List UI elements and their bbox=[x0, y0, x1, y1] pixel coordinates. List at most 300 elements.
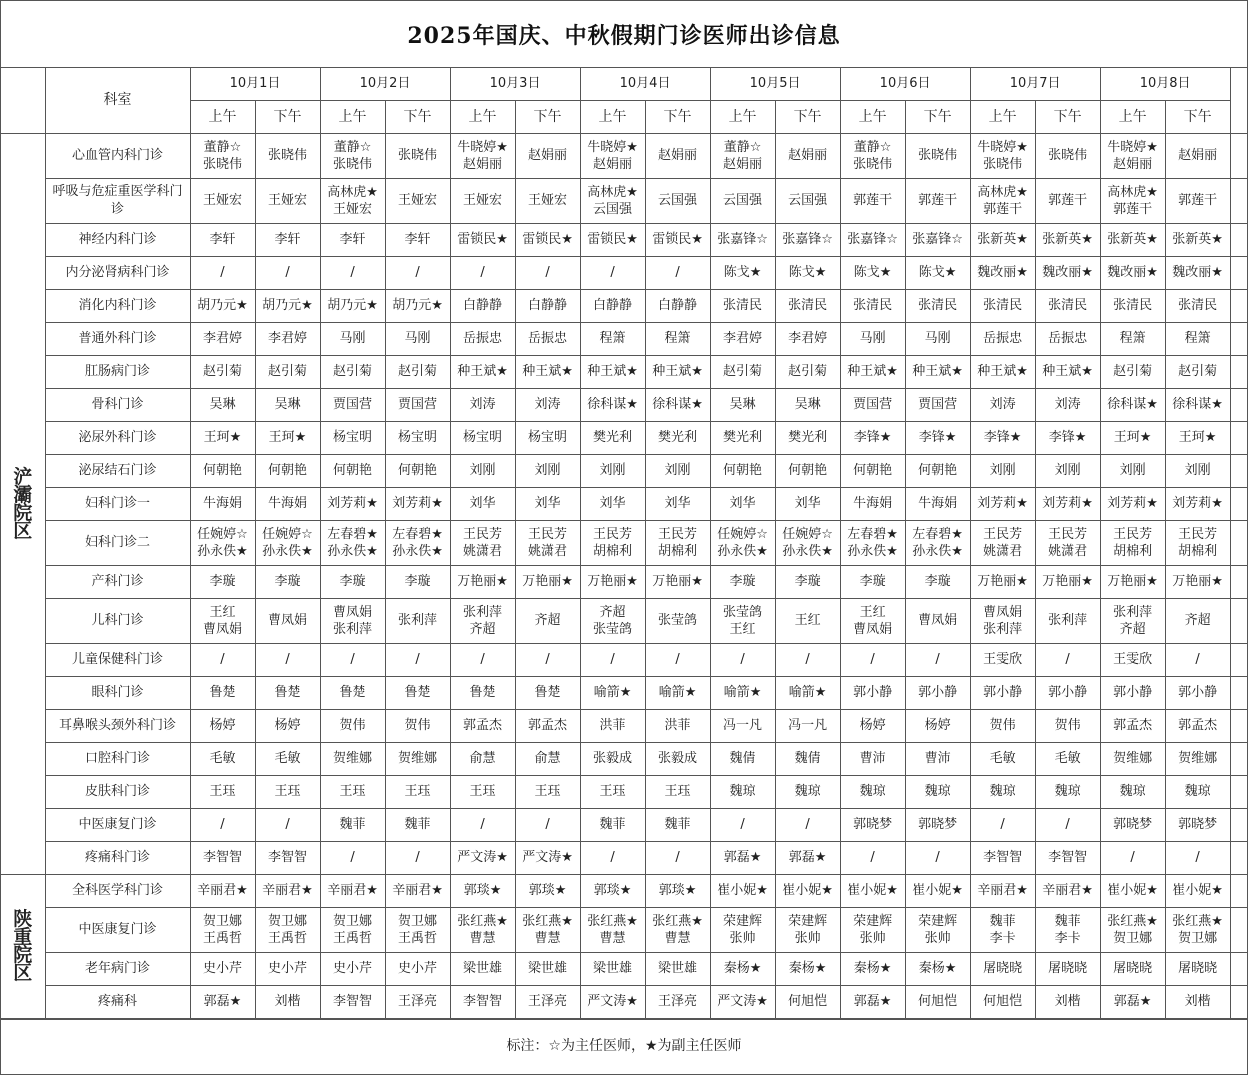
department-name: 产科门诊 bbox=[45, 565, 190, 598]
doctor-cell bbox=[1100, 808, 1165, 841]
doctor-name: 万艳丽★ bbox=[587, 574, 638, 589]
table-row bbox=[1, 841, 1247, 874]
doctor-name: 孙永佚★ bbox=[392, 543, 443, 559]
doctor-cell bbox=[515, 742, 580, 775]
doctor-name: 张清民 bbox=[983, 298, 1023, 313]
doctor-name: 荣建辉 bbox=[918, 913, 958, 929]
doctor-name: 云国强 bbox=[788, 193, 828, 208]
doctor-cell bbox=[450, 454, 515, 487]
doctor-cell bbox=[450, 289, 515, 322]
doctor-name: 杨宝明 bbox=[528, 430, 568, 445]
doctor-name: 赵娟丽 bbox=[788, 148, 828, 163]
doctor-name: 胡乃元★ bbox=[197, 298, 248, 313]
table-row bbox=[1, 808, 1247, 841]
doctor-name: 史小芹 bbox=[268, 961, 308, 976]
doctor-name: 张利萍 bbox=[398, 613, 438, 628]
doctor-cell bbox=[1035, 355, 1100, 388]
doctor-cell bbox=[645, 133, 710, 178]
doctor-name: 程箫 bbox=[1119, 331, 1146, 346]
doctor-cell bbox=[515, 907, 580, 952]
doctor-cell bbox=[1035, 133, 1100, 178]
department-name: 妇科门诊二 bbox=[45, 520, 190, 565]
doctor-name: / bbox=[675, 652, 680, 667]
pm-header: 下午 bbox=[255, 100, 320, 133]
schedule-table bbox=[1, 68, 1247, 1019]
doctor-name: 董静☆ bbox=[853, 139, 892, 155]
doctor-cell bbox=[645, 565, 710, 598]
doctor-cell bbox=[1035, 178, 1100, 223]
doctor-cell bbox=[1100, 709, 1165, 742]
doctor-cell bbox=[320, 643, 385, 676]
doctor-name: 严文涛★ bbox=[522, 850, 573, 865]
doctor-cell bbox=[1100, 874, 1165, 907]
doctor-cell bbox=[320, 178, 385, 223]
doctor-name: / bbox=[1065, 817, 1070, 832]
doctor-cell bbox=[1100, 565, 1165, 598]
doctor-name: / bbox=[1195, 850, 1200, 865]
doctor-cell bbox=[645, 256, 710, 289]
doctor-name: / bbox=[740, 817, 745, 832]
doctor-cell bbox=[580, 355, 645, 388]
table-row bbox=[1, 388, 1247, 421]
doctor-name: 王民芳 bbox=[528, 526, 568, 542]
department-name: 口腔科门诊 bbox=[45, 742, 190, 775]
doctor-name: 刘刚 bbox=[469, 463, 496, 478]
doctor-name: 张利萍 bbox=[463, 604, 503, 620]
doctor-name: 刘刚 bbox=[1054, 463, 1081, 478]
doctor-name: 樊光利 bbox=[593, 430, 633, 445]
doctor-name: 赵娟丽 bbox=[1178, 148, 1218, 163]
doctor-cell bbox=[970, 841, 1035, 874]
doctor-cell bbox=[840, 676, 905, 709]
doctor-name: 魏改丽★ bbox=[977, 265, 1028, 280]
doctor-name: 曹凤娟 bbox=[918, 613, 958, 628]
doctor-cell bbox=[450, 520, 515, 565]
doctor-cell bbox=[190, 907, 255, 952]
doctor-cell bbox=[710, 709, 775, 742]
spacer-cell bbox=[1230, 907, 1247, 952]
doctor-name: 喻箭★ bbox=[593, 685, 632, 700]
doctor-cell bbox=[840, 388, 905, 421]
doctor-name: 胡乃元★ bbox=[262, 298, 313, 313]
doctor-name: 王禹哲 bbox=[268, 930, 308, 946]
doctor-cell bbox=[840, 709, 905, 742]
doctor-name: 种王斌★ bbox=[1042, 364, 1093, 379]
doctor-name: 何朝艳 bbox=[918, 463, 958, 478]
doctor-name: 魏琼 bbox=[1184, 784, 1211, 799]
doctor-cell bbox=[515, 454, 580, 487]
doctor-name: 万艳丽★ bbox=[1107, 574, 1158, 589]
doctor-name: 李轩 bbox=[404, 232, 431, 247]
doctor-name: 张清民 bbox=[1048, 298, 1088, 313]
doctor-cell bbox=[450, 907, 515, 952]
doctor-name: 牛海娟 bbox=[853, 496, 893, 511]
doctor-name: 牛晓婷★ bbox=[457, 139, 508, 155]
doctor-cell bbox=[970, 520, 1035, 565]
doctor-name: 辛丽君★ bbox=[977, 883, 1028, 898]
doctor-cell bbox=[645, 841, 710, 874]
doctor-cell bbox=[515, 388, 580, 421]
doctor-cell bbox=[1035, 388, 1100, 421]
doctor-name: 何朝艳 bbox=[853, 463, 893, 478]
doctor-cell bbox=[320, 808, 385, 841]
doctor-cell bbox=[1165, 874, 1230, 907]
doctor-cell bbox=[710, 952, 775, 985]
doctor-name: 左春碧★ bbox=[847, 526, 898, 542]
doctor-cell bbox=[970, 421, 1035, 454]
doctor-name: 鲁楚 bbox=[339, 685, 366, 700]
doctor-name: 赵娟丽 bbox=[593, 156, 633, 172]
doctor-cell bbox=[1035, 223, 1100, 256]
doctor-cell bbox=[450, 565, 515, 598]
doctor-cell bbox=[385, 952, 450, 985]
doctor-name: 曹沛 bbox=[859, 751, 886, 766]
doctor-cell bbox=[1165, 355, 1230, 388]
doctor-cell bbox=[1165, 676, 1230, 709]
doctor-name: 张新英★ bbox=[1107, 232, 1158, 247]
date-header: 10月7日 bbox=[970, 68, 1100, 100]
doctor-cell bbox=[580, 289, 645, 322]
doctor-cell bbox=[450, 841, 515, 874]
doctor-name: 郭小静 bbox=[918, 685, 958, 700]
doctor-name: 魏菲 bbox=[404, 817, 431, 832]
doctor-cell bbox=[710, 841, 775, 874]
doctor-cell bbox=[515, 289, 580, 322]
doctor-name: 屠晓晓 bbox=[1178, 961, 1218, 976]
doctor-name: 魏改丽★ bbox=[1172, 265, 1223, 280]
doctor-name: 毛敏 bbox=[274, 751, 301, 766]
legend-note: 标注：☆为主任医师，★为副主任医师 bbox=[1, 1019, 1247, 1070]
doctor-cell bbox=[905, 907, 970, 952]
doctor-name: 张莹鸽 bbox=[658, 613, 698, 628]
pm-header: 下午 bbox=[1165, 100, 1230, 133]
date-header: 10月3日 bbox=[450, 68, 580, 100]
doctor-cell bbox=[840, 223, 905, 256]
region-label: 浐 灞 院 区 bbox=[1, 133, 45, 874]
doctor-name: 郭磊★ bbox=[1113, 994, 1152, 1009]
doctor-cell bbox=[1035, 421, 1100, 454]
doctor-name: 郭莲干 bbox=[918, 193, 958, 208]
doctor-cell bbox=[320, 952, 385, 985]
doctor-name: 王雯欣 bbox=[1113, 652, 1153, 667]
doctor-cell bbox=[970, 907, 1035, 952]
dept-column-header: 科室 bbox=[45, 68, 190, 133]
doctor-cell bbox=[190, 388, 255, 421]
doctor-cell bbox=[645, 907, 710, 952]
doctor-name: 王娅宏 bbox=[333, 201, 373, 217]
doctor-name: 孙永佚★ bbox=[197, 543, 248, 559]
doctor-name: 万艳丽★ bbox=[522, 574, 573, 589]
doctor-cell bbox=[905, 565, 970, 598]
table-row bbox=[1, 598, 1247, 643]
doctor-name: 姚潇君 bbox=[983, 543, 1023, 559]
doctor-name: 任婉婷☆ bbox=[717, 526, 768, 542]
doctor-name: 崔小妮★ bbox=[1107, 883, 1158, 898]
table-row bbox=[1, 454, 1247, 487]
doctor-name: 张嘉锋☆ bbox=[717, 232, 768, 247]
doctor-name: 杨婷 bbox=[274, 718, 301, 733]
doctor-cell bbox=[775, 454, 840, 487]
doctor-cell bbox=[1100, 841, 1165, 874]
doctor-cell bbox=[580, 952, 645, 985]
doctor-cell bbox=[970, 565, 1035, 598]
doctor-cell bbox=[1100, 421, 1165, 454]
doctor-name: / bbox=[285, 817, 290, 832]
doctor-name: 张晓伟 bbox=[1048, 148, 1088, 163]
pm-header: 下午 bbox=[775, 100, 840, 133]
doctor-name: 曹凤娟 bbox=[202, 621, 242, 637]
doctor-name: 曹慧 bbox=[599, 930, 626, 946]
doctor-cell bbox=[1100, 388, 1165, 421]
doctor-cell bbox=[710, 565, 775, 598]
doctor-cell bbox=[385, 223, 450, 256]
department-name: 妇科门诊一 bbox=[45, 487, 190, 520]
doctor-name: 马刚 bbox=[859, 331, 886, 346]
doctor-name: 赵娟丽 bbox=[658, 148, 698, 163]
doctor-name: 李智智 bbox=[463, 994, 503, 1009]
doctor-name: 徐科谋★ bbox=[587, 397, 638, 412]
doctor-cell bbox=[385, 808, 450, 841]
doctor-name: 鲁楚 bbox=[274, 685, 301, 700]
doctor-name: 马刚 bbox=[404, 331, 431, 346]
doctor-name: 陈戈★ bbox=[853, 265, 892, 280]
doctor-cell bbox=[515, 487, 580, 520]
doctor-name: / bbox=[1130, 850, 1135, 865]
department-name: 眼科门诊 bbox=[45, 676, 190, 709]
doctor-cell bbox=[385, 487, 450, 520]
spacer-cell bbox=[1230, 775, 1247, 808]
doctor-name: 樊光利 bbox=[658, 430, 698, 445]
doctor-name: / bbox=[1000, 817, 1005, 832]
doctor-cell bbox=[385, 178, 450, 223]
doctor-cell bbox=[190, 874, 255, 907]
doctor-cell bbox=[580, 256, 645, 289]
doctor-name: 高林虎★ bbox=[1107, 184, 1158, 200]
department-name: 消化内科门诊 bbox=[45, 289, 190, 322]
doctor-cell bbox=[775, 808, 840, 841]
date-header: 10月4日 bbox=[580, 68, 710, 100]
doctor-name: 郭小静 bbox=[1048, 685, 1088, 700]
doctor-cell bbox=[190, 256, 255, 289]
spacer-cell bbox=[1230, 808, 1247, 841]
doctor-cell bbox=[645, 487, 710, 520]
doctor-name: 魏倩 bbox=[729, 751, 756, 766]
doctor-cell bbox=[1035, 643, 1100, 676]
doctor-cell bbox=[1100, 907, 1165, 952]
doctor-name: 曹慧 bbox=[534, 930, 561, 946]
doctor-name: 张清民 bbox=[1178, 298, 1218, 313]
doctor-cell bbox=[775, 952, 840, 985]
doctor-name: 张新英★ bbox=[977, 232, 1028, 247]
doctor-cell bbox=[905, 421, 970, 454]
doctor-cell bbox=[970, 454, 1035, 487]
doctor-name: 崔小妮★ bbox=[1172, 883, 1223, 898]
doctor-name: 魏改丽★ bbox=[1107, 265, 1158, 280]
doctor-name: 陈戈★ bbox=[723, 265, 762, 280]
am-header: 上午 bbox=[580, 100, 645, 133]
doctor-name: 何旭恺 bbox=[918, 994, 958, 1009]
doctor-name: 张新英★ bbox=[1172, 232, 1223, 247]
doctor-cell bbox=[190, 775, 255, 808]
doctor-name: 王珏 bbox=[404, 784, 431, 799]
doctor-name: 胡棉利 bbox=[658, 543, 698, 559]
doctor-name: 张晓伟 bbox=[202, 156, 242, 172]
doctor-name: 秦杨★ bbox=[918, 961, 957, 976]
doctor-cell bbox=[775, 223, 840, 256]
doctor-cell bbox=[1035, 676, 1100, 709]
doctor-cell bbox=[255, 985, 320, 1018]
doctor-cell bbox=[580, 133, 645, 178]
doctor-name: 刘楷 bbox=[274, 994, 301, 1009]
doctor-name: 杨宝明 bbox=[333, 430, 373, 445]
doctor-name: 樊光利 bbox=[723, 430, 763, 445]
doctor-cell bbox=[970, 487, 1035, 520]
doctor-name: 种王斌★ bbox=[977, 364, 1028, 379]
doctor-cell bbox=[905, 808, 970, 841]
doctor-cell bbox=[1035, 874, 1100, 907]
doctor-name: 李锋★ bbox=[1048, 430, 1087, 445]
pm-header: 下午 bbox=[385, 100, 450, 133]
doctor-cell bbox=[1100, 322, 1165, 355]
doctor-cell bbox=[1165, 907, 1230, 952]
doctor-cell bbox=[1035, 709, 1100, 742]
doctor-name: 俞慧 bbox=[469, 751, 496, 766]
doctor-name: 张利萍 bbox=[333, 621, 373, 637]
doctor-name: 刘楷 bbox=[1184, 994, 1211, 1009]
doctor-cell bbox=[580, 907, 645, 952]
doctor-name: 王民芳 bbox=[1048, 526, 1088, 542]
doctor-name: 孙永佚★ bbox=[782, 543, 833, 559]
doctor-name: 郭琰★ bbox=[658, 883, 697, 898]
doctor-cell bbox=[320, 256, 385, 289]
doctor-cell bbox=[905, 952, 970, 985]
doctor-cell bbox=[515, 598, 580, 643]
department-name: 老年病门诊 bbox=[45, 952, 190, 985]
doctor-name: 张毅成 bbox=[658, 751, 698, 766]
doctor-cell bbox=[970, 874, 1035, 907]
doctor-name: 李卡 bbox=[989, 930, 1016, 946]
doctor-name: 赵娟丽 bbox=[463, 156, 503, 172]
doctor-cell bbox=[905, 643, 970, 676]
table-row bbox=[1, 421, 1247, 454]
doctor-cell bbox=[320, 742, 385, 775]
doctor-cell bbox=[1165, 223, 1230, 256]
doctor-name: 吴琳 bbox=[729, 397, 756, 412]
department-name: 儿童保健科门诊 bbox=[45, 643, 190, 676]
doctor-cell bbox=[255, 952, 320, 985]
doctor-cell bbox=[1165, 598, 1230, 643]
doctor-name: 魏琼 bbox=[729, 784, 756, 799]
am-header: 上午 bbox=[710, 100, 775, 133]
doctor-name: 王民芳 bbox=[1113, 526, 1153, 542]
doctor-cell bbox=[1035, 985, 1100, 1018]
doctor-cell bbox=[385, 676, 450, 709]
doctor-cell bbox=[710, 289, 775, 322]
doctor-name: 郭孟杰 bbox=[528, 718, 568, 733]
doctor-cell bbox=[710, 256, 775, 289]
doctor-name: 杨宝明 bbox=[463, 430, 503, 445]
department-name: 肛肠病门诊 bbox=[45, 355, 190, 388]
doctor-cell bbox=[320, 874, 385, 907]
doctor-cell bbox=[1100, 676, 1165, 709]
doctor-name: 王雯欣 bbox=[983, 652, 1023, 667]
spacer-cell bbox=[1230, 133, 1247, 178]
doctor-cell bbox=[1165, 421, 1230, 454]
doctor-name: 雷锁民★ bbox=[457, 232, 508, 247]
doctor-name: 洪菲 bbox=[664, 718, 691, 733]
table-row bbox=[1, 874, 1247, 907]
doctor-cell bbox=[840, 256, 905, 289]
doctor-name: 张毅成 bbox=[593, 751, 633, 766]
doctor-name: 贺维娜 bbox=[333, 751, 373, 766]
doctor-name: 王禹哲 bbox=[398, 930, 438, 946]
doctor-name: 曹凤娟 bbox=[333, 604, 373, 620]
doctor-name: 严文涛★ bbox=[717, 994, 768, 1009]
department-name: 普通外科门诊 bbox=[45, 322, 190, 355]
doctor-name: / bbox=[480, 265, 485, 280]
doctor-name: 毛敏 bbox=[209, 751, 236, 766]
doctor-name: 赵引菊 bbox=[1178, 364, 1218, 379]
doctor-cell bbox=[775, 355, 840, 388]
table-row bbox=[1, 520, 1247, 565]
doctor-cell bbox=[580, 565, 645, 598]
doctor-cell bbox=[1100, 598, 1165, 643]
doctor-cell bbox=[840, 985, 905, 1018]
doctor-name: 张晓伟 bbox=[918, 148, 958, 163]
doctor-name: 王珏 bbox=[274, 784, 301, 799]
doctor-cell bbox=[385, 322, 450, 355]
table-row bbox=[1, 952, 1247, 985]
doctor-name: 屠晓晓 bbox=[1048, 961, 1088, 976]
doctor-name: 屠晓晓 bbox=[983, 961, 1023, 976]
doctor-cell bbox=[1035, 256, 1100, 289]
doctor-name: 李璇 bbox=[209, 574, 236, 589]
doctor-name: 屠晓晓 bbox=[1113, 961, 1153, 976]
doctor-cell bbox=[255, 388, 320, 421]
table-row bbox=[1, 487, 1247, 520]
doctor-cell bbox=[320, 709, 385, 742]
doctor-cell bbox=[515, 775, 580, 808]
doctor-name: 种王斌★ bbox=[522, 364, 573, 379]
doctor-name: 王民芳 bbox=[593, 526, 633, 542]
doctor-name: 郭小静 bbox=[853, 685, 893, 700]
doctor-name: 万艳丽★ bbox=[652, 574, 703, 589]
doctor-name: 冯一凡 bbox=[788, 718, 828, 733]
doctor-name: 魏菲 bbox=[339, 817, 366, 832]
doctor-cell bbox=[190, 355, 255, 388]
spacer-cell bbox=[1230, 487, 1247, 520]
doctor-cell bbox=[1165, 775, 1230, 808]
doctor-name: 贺维娜 bbox=[398, 751, 438, 766]
doctor-name: 刘刚 bbox=[1184, 463, 1211, 478]
spacer-cell bbox=[1230, 421, 1247, 454]
doctor-cell bbox=[970, 322, 1035, 355]
doctor-cell bbox=[190, 643, 255, 676]
department-name: 全科医学科门诊 bbox=[45, 874, 190, 907]
doctor-cell bbox=[905, 742, 970, 775]
doctor-name: 王珏 bbox=[209, 784, 236, 799]
doctor-cell bbox=[645, 223, 710, 256]
doctor-cell bbox=[775, 985, 840, 1018]
doctor-cell bbox=[320, 841, 385, 874]
doctor-cell bbox=[1100, 355, 1165, 388]
doctor-cell bbox=[320, 355, 385, 388]
doctor-name: 贺伟 bbox=[989, 718, 1016, 733]
doctor-name: 王娅宏 bbox=[528, 193, 568, 208]
doctor-cell bbox=[320, 289, 385, 322]
doctor-cell bbox=[190, 133, 255, 178]
doctor-cell bbox=[515, 709, 580, 742]
